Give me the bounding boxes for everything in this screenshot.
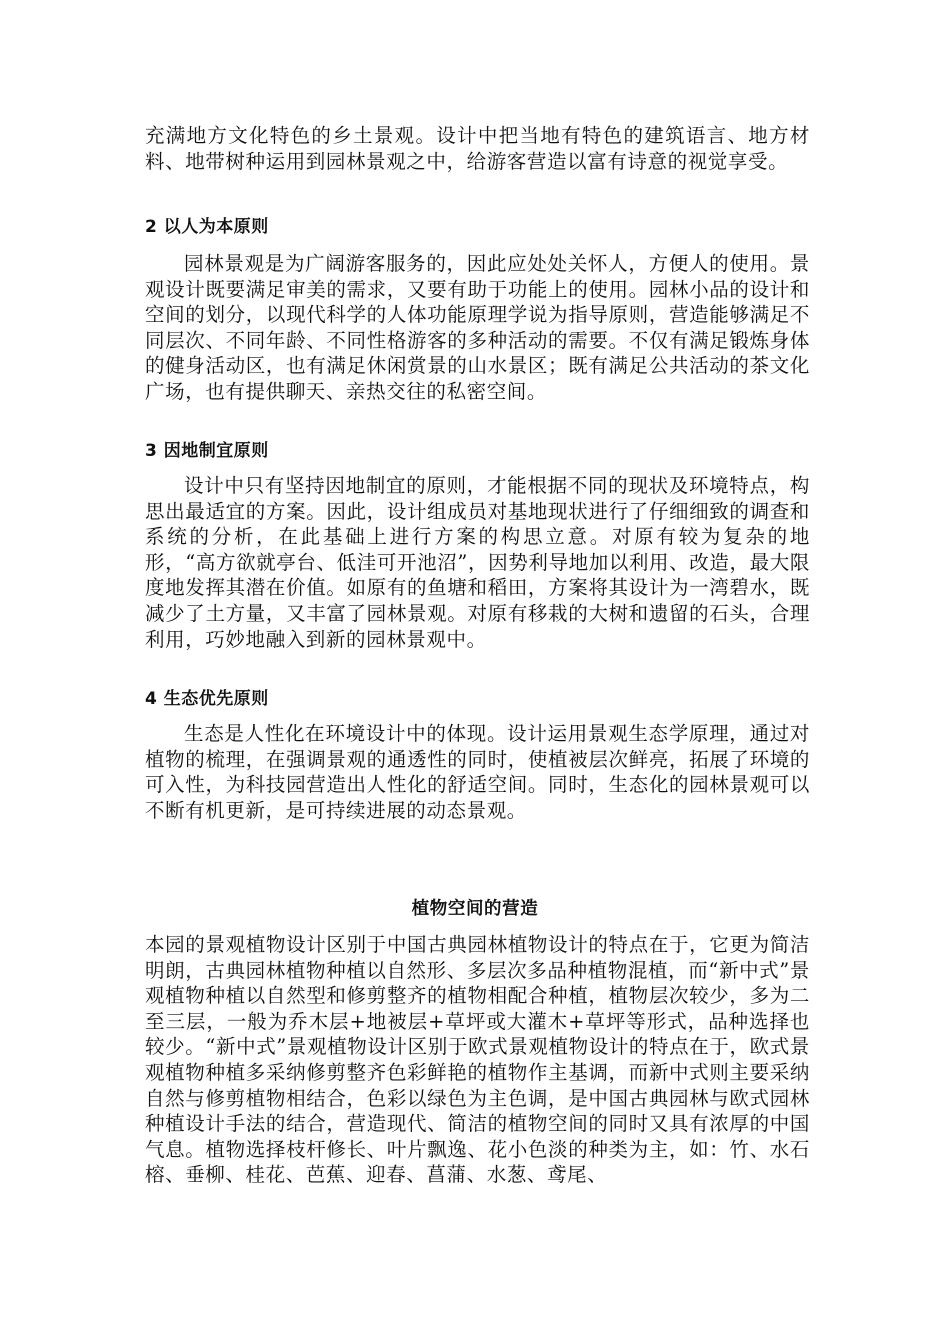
site-adaptation-paragraph: 设计中只有坚持因地制宜的原则，才能根据不同的现状及环境特点，构思出最适宜的方案。因此，设计组成员对基地现状进行了仔细细致的调查和系统的分析，在此基础上进行方案的构思立意。对原有较为复杂的地形，“高方欲就亭台、低洼可开池沼”，因势利导地加以利用、改造，最大限度地发挥其潜在价值。如原有的鱼塘和稻田，方案将其设计为一湾碧水，既减少了土方量，又丰富了园林景观。对原有移栽的大树和遗留的石头，合理利用，巧妙地融入到新的园林景观中。 [145, 474, 810, 651]
site-adaptation-paragraph-block [145, 473, 810, 652]
intro-paragraph-block [145, 123, 810, 174]
people-oriented-paragraph: 园林景观是为广阔游客服务的，因此应处处关怀人，方便人的使用。景观设计既要满足审美的需求，又要有助于功能上的使用。园林小品的设计和空间的划分，以现代科学的人体功能原理学说为指导原则，营造能够满足不同层次、不同年龄、不同性格游客的多种活动的需要。不仅有满足锻炼身体的健身活动区，也有满足休闲赏景的山水景区；既有满足公共活动的茶文化广场，也有提供聊天、亲热交往的私密空间。 [145, 252, 810, 403]
ecology-first-paragraph: 生态是人性化在环境设计中的体现。设计运用景观生态学原理，通过对植物的梳理，在强调景观的通透性的同时，使植被层次鲜亮，拓展了环境的可入性，为科技园营造出人性化的舒适空间。同时，生态化的园林景观可以不断有机更新，是可持续进展的动态景观。 [145, 722, 810, 822]
heading-people-oriented-principle: 2 以人为本原则 [145, 217, 269, 237]
intro-paragraph: 充满地方文化特色的乡土景观。设计中把当地有特色的建筑语言、地方材料、地带树种运用到园林景观之中，给游客营造以富有诗意的视觉享受。 [145, 124, 810, 173]
heading-ecology-first-principle: 4 生态优先原则 [145, 689, 269, 709]
plant-space-paragraph: 本园的景观植物设计区别于中国古典园林植物设计的特点在于，它更为简洁明朗，古典园林植物种植以自然形、多层次多品种植物混植，而“新中式”景观植物种植以自然型和修剪整齐的植物相配合种植，植物层次较少，多为二至三层，一般为乔木层+地被层+草坪或大灌木+草坪等形式，品种选择也较少。“新中式”景观植物设计区别于欧式景观植物设计的特点在于，欧式景观植物种植多采纳修剪整齐色彩鲜艳的植物作主基调，而新中式则主要采纳自然与修剪植物相结合，色彩以绿色为主色调，是中国古典园林与欧式园林种植设计手法的结合，营造现代、简洁的植物空间的同时又具有浓厚的中国气息。植物选择枝杆修长、叶片飘逸、花小色淡的种类为主，如：竹、水石榕、垂柳、桂花、芭蕉、迎春、菖蒲、水葱、鸢尾、 [145, 933, 810, 1187]
ecology-first-paragraph-block [145, 721, 810, 823]
section-title-plant-space: 植物空间的营造 [411, 899, 539, 919]
plant-space-paragraph-block [145, 932, 810, 1188]
heading-site-adaptation-principle: 3 因地制宜原则 [145, 441, 269, 461]
people-oriented-paragraph-block [145, 251, 810, 405]
